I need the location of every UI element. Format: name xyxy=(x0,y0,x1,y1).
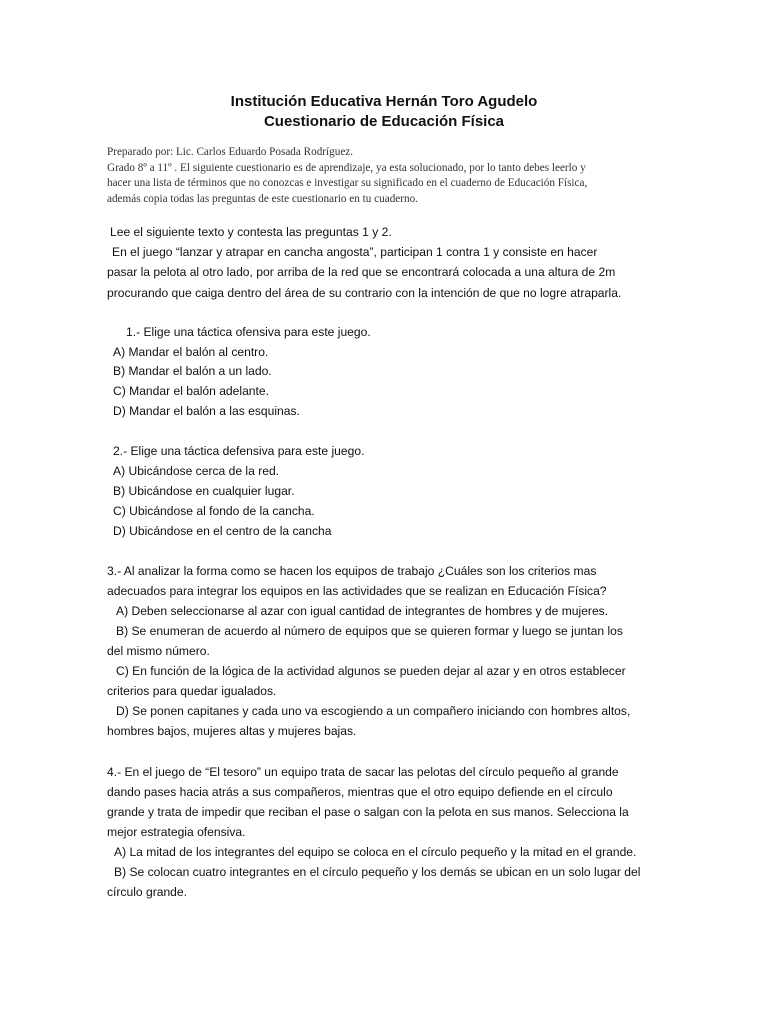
intro-text-line: En el juego “lanzar y atrapar en cancha angosta”, participan 1 contra 1 y consiste en hacer xyxy=(112,245,598,259)
intro-text-line: procurando que caiga dentro del área de su contrario con la intención de que no logre atraparla. xyxy=(107,286,622,300)
q4-option-a: A) La mitad de los integrantes del equipo se coloca en el círculo pequeño y la mitad en el grande. xyxy=(114,845,637,859)
preface-line: Preparado por: Lic. Carlos Eduardo Posada Rodríguez. xyxy=(107,146,354,158)
question-4-line: dando pases hacia atrás a sus compañeros, mientras que el otro equipo defiende en el círculo xyxy=(107,785,613,799)
q1-option-d: D) Mandar el balón a las esquinas. xyxy=(113,404,300,418)
q2-option-a: A) Ubicándose cerca de la red. xyxy=(113,464,280,478)
intro-instruction: Lee el siguiente texto y contesta las preguntas 1 y 2. xyxy=(110,225,392,239)
q1-option-a: A) Mandar el balón al centro. xyxy=(113,345,269,359)
question-4-line: mejor estrategia ofensiva. xyxy=(107,825,246,839)
q3-option-d: D) Se ponen capitanes y cada uno va escogiendo a un compañero iniciando con hombres altos, xyxy=(116,704,631,718)
q4-option-b: B) Se colocan cuatro integrantes en el círculo pequeño y los demás se ubican en un solo lugar del xyxy=(114,865,641,879)
preface-line: hacer una lista de términos que no conozcas e investigar su significado en el cuaderno de Educación Física, xyxy=(107,177,588,189)
q3-option-c: C) En función de la lógica de la actividad algunos se pueden dejar al azar y en otros establecer xyxy=(116,664,626,678)
q2-option-b: B) Ubicándose en cualquier lugar. xyxy=(113,484,295,498)
preface xyxy=(107,145,667,207)
question-3-line: adecuados para integrar los equipos en las actividades que se realizan en Educación Física? xyxy=(107,584,607,598)
q2-option-c: C) Ubicándose al fondo de la cancha. xyxy=(113,504,315,518)
q3-option-b: B) Se enumeran de acuerdo al número de equipos que se quieren formar y luego se juntan los xyxy=(116,624,623,638)
questionnaire-title: Cuestionario de Educación Física xyxy=(263,113,505,130)
q4-option-b-cont: círculo grande. xyxy=(107,885,187,899)
q3-option-c-cont: criterios para quedar igualados. xyxy=(107,684,277,698)
intro-text-line: pasar la pelota al otro lado, por arriba de la red que se encontrará colocada a una altura de 2m xyxy=(107,265,616,279)
preface-line: Grado 8º a 11º . El siguiente cuestionario es de aprendizaje, ya esta solucionado, por lo tanto debes leerlo y xyxy=(107,161,586,174)
q3-option-d-cont: hombres bajos, mujeres altas y mujeres bajas. xyxy=(107,724,357,738)
question-2: 2.- Elige una táctica defensiva para este juego. xyxy=(113,444,365,458)
preface-line: además copia todas las preguntas de este cuestionario en tu cuaderno. xyxy=(107,192,418,205)
q3-option-a: A) Deben seleccionarse al azar con igual cantidad de integrantes de hombres y de mujeres. xyxy=(116,604,609,618)
question-4-line: grande y trata de impedir que reciban el pase o salgan con la pelota en sus manos. Selecciona la xyxy=(107,805,629,819)
question-4-line: 4.- En el juego de “El tesoro” un equipo trata de sacar las pelotas del círculo pequeño al grande xyxy=(107,765,619,779)
q2-option-d: D) Ubicándose en el centro de la cancha xyxy=(113,524,332,538)
institution-title: Institución Educativa Hernán Toro Agudelo xyxy=(230,93,538,110)
question-3-line: 3.- Al analizar la forma como se hacen los equipos de trabajo ¿Cuáles son los criterios mas xyxy=(107,564,597,578)
q1-option-b: B) Mandar el balón a un lado. xyxy=(113,364,272,378)
question-1: 1.- Elige una táctica ofensiva para este juego. xyxy=(126,325,371,339)
q1-option-c: C) Mandar el balón adelante. xyxy=(113,384,269,398)
q3-option-b-cont: del mismo número. xyxy=(107,644,210,658)
